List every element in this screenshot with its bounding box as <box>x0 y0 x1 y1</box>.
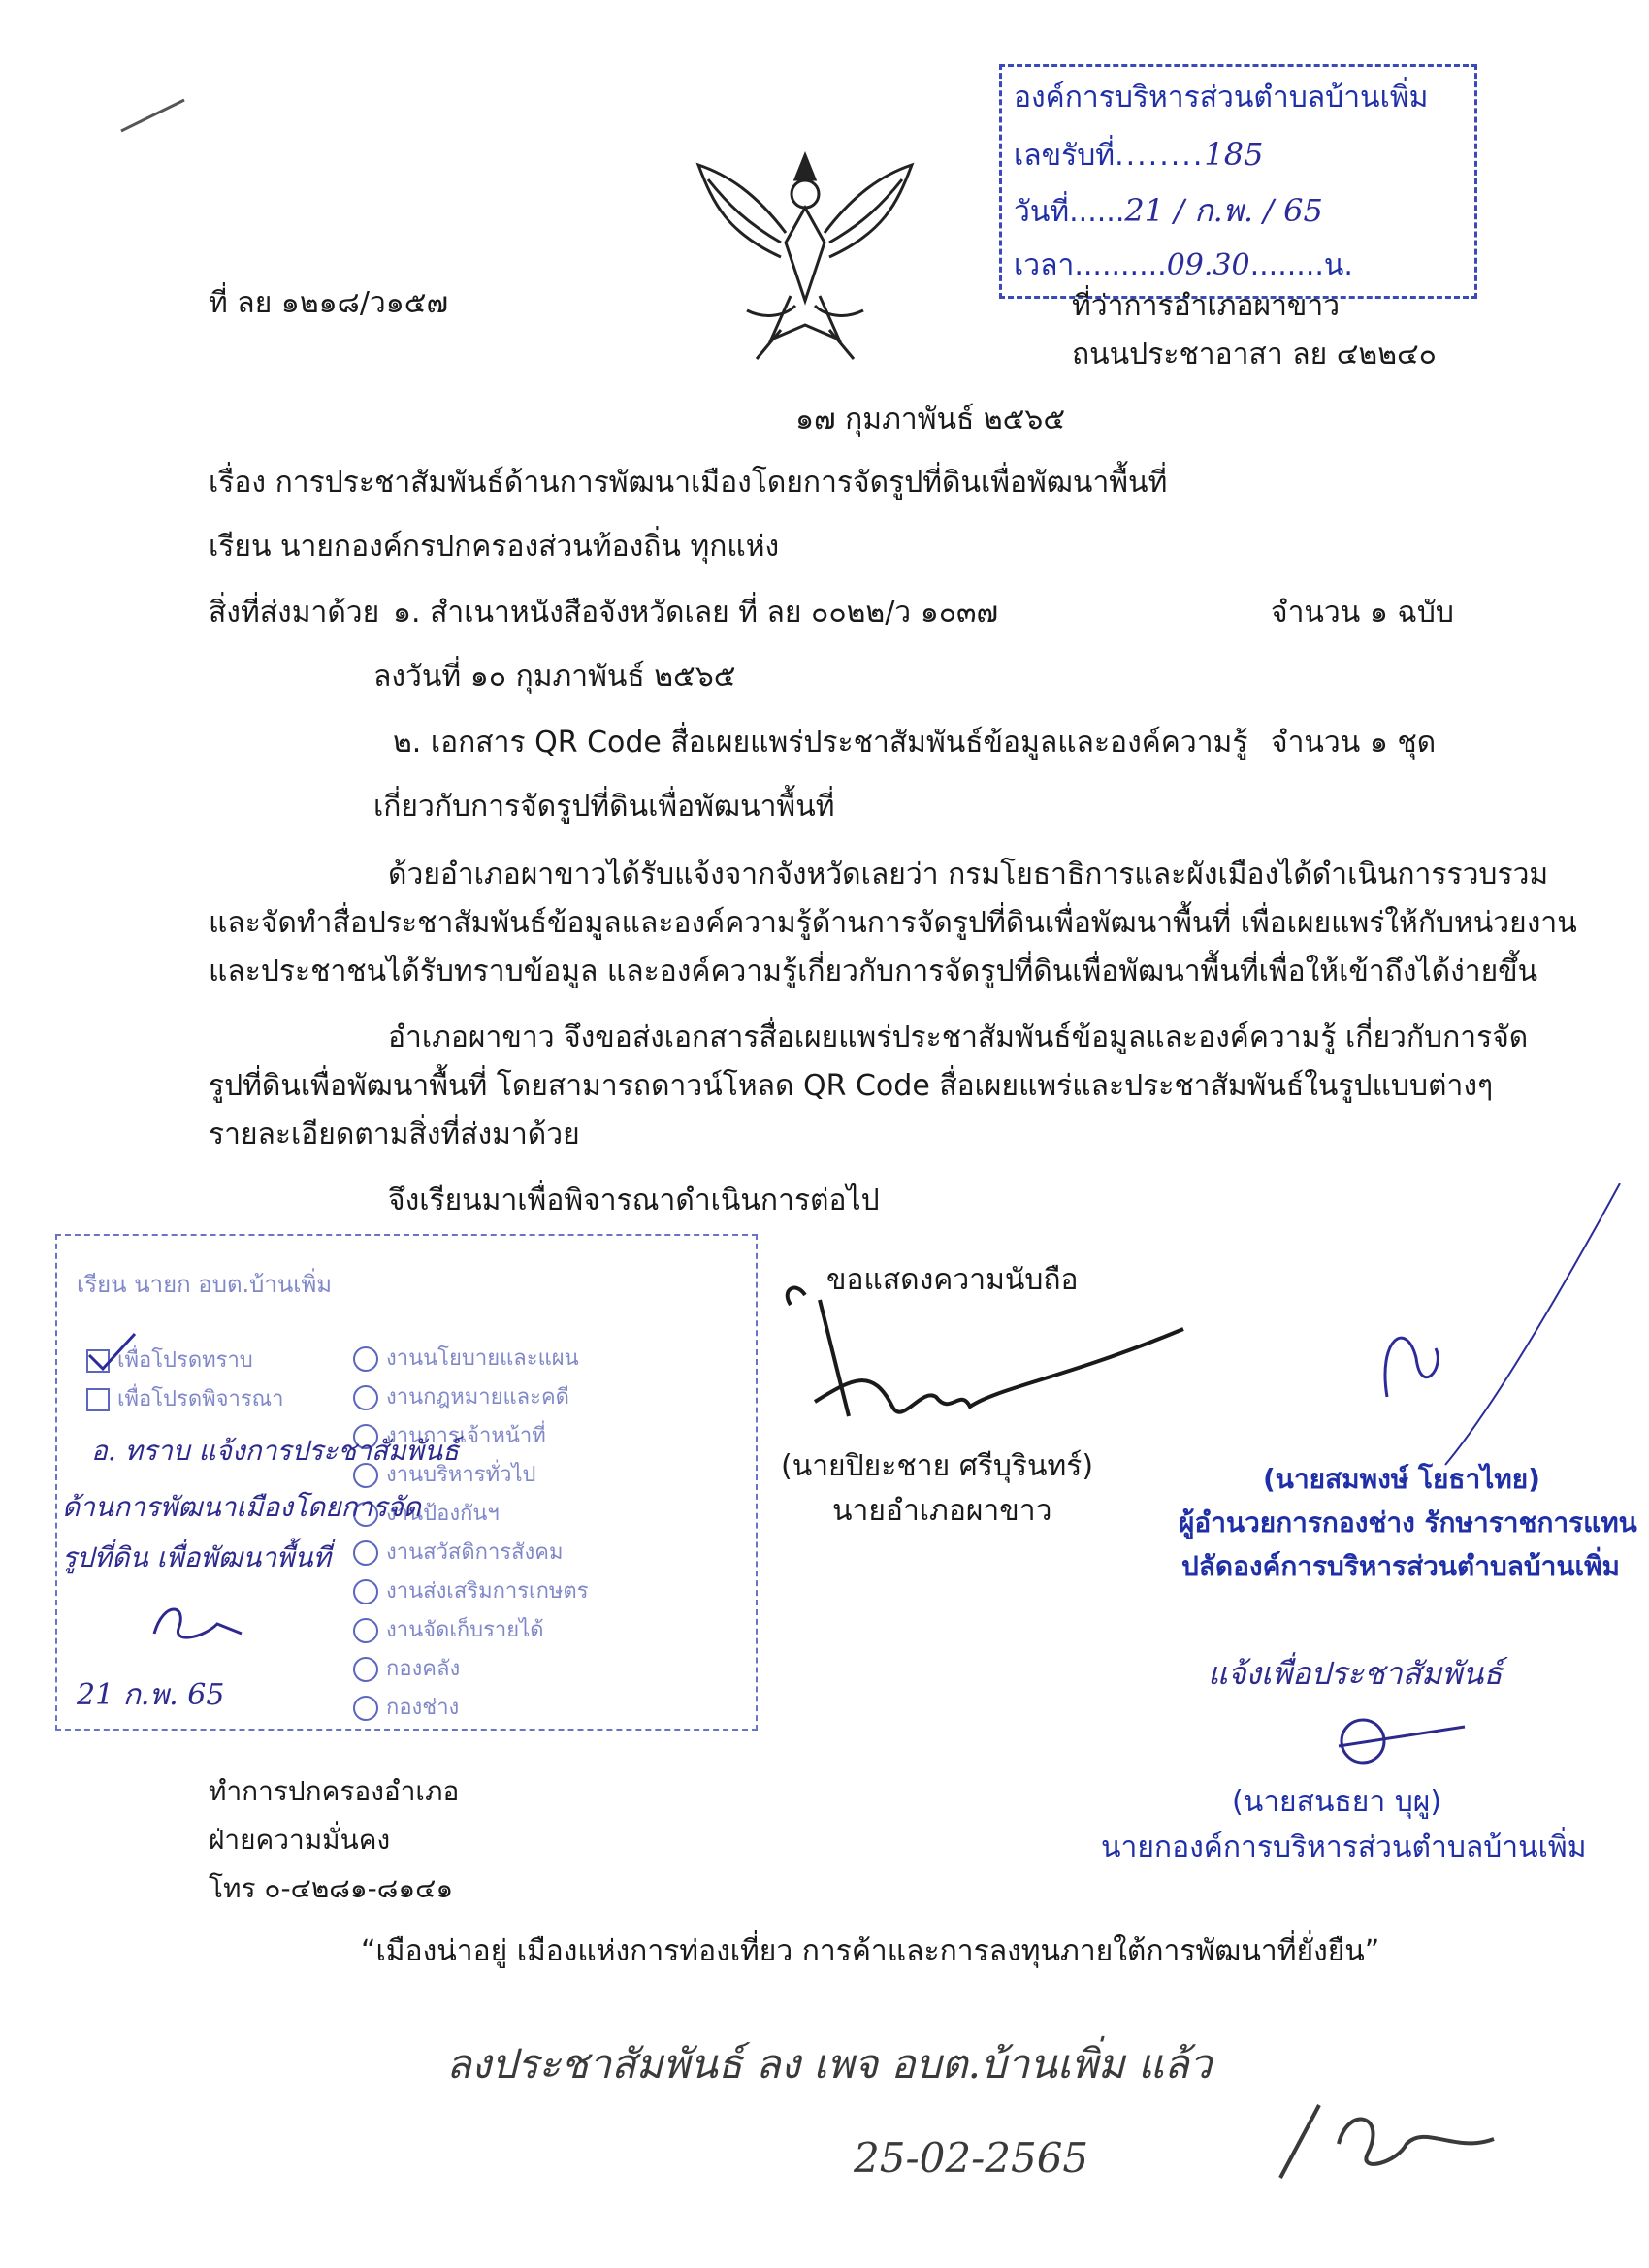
paragraph-1-line-1: ด้วยอำเภอผาขาวได้รับแจ้งจากจังหวัดเลยว่า กรมโยธาธิการและผังเมืองได้ดำเนินการรวบรวม <box>388 858 1549 891</box>
regards: ขอแสดงความนับถือ <box>826 1263 1079 1297</box>
check-mark <box>81 1328 140 1377</box>
office-address-1: ที่ว่าการอำเภอผาขาว <box>1072 289 1341 323</box>
closing-line: จึงเรียนมาเพื่อพิจารณาดำเนินการต่อไป <box>388 1183 880 1217</box>
recipient: เรียน นายกองค์กรปกครองส่วนท้องถิ่น ทุกแห่ง <box>209 530 780 564</box>
bottom-signature <box>1261 2086 1513 2192</box>
receipt-number-label: เลขรับที่ <box>1014 139 1116 173</box>
enclosure-2-line1: ๒. เอกสาร QR Code สื่อเผยแพร่ประชาสัมพันธ์ข้อมูลและองค์ความรู้ <box>393 726 1248 760</box>
routing-dept-10: กองช่าง <box>353 1690 459 1724</box>
routing-dept-6: งานสวัสดิการสังคม <box>353 1535 564 1569</box>
receipt-time: 09.30 <box>1166 248 1250 282</box>
routing-dept-7: งานส่งเสริมการเกษตร <box>353 1573 589 1607</box>
footer-unit-2: ฝ่ายความมั่นคง <box>209 1824 391 1856</box>
routing-note-2: ด้านการพัฒนาเมืองโดยการจัด <box>62 1491 421 1523</box>
subject: เรื่อง การประชาสัมพันธ์ด้านการพัฒนาเมืองโดยการจัดรูปที่ดินเพื่อพัฒนาพื้นที่ <box>209 466 1168 500</box>
receipt-stamp <box>999 64 1477 299</box>
pen-stroke <box>1329 1174 1639 1494</box>
slogan: “เมืองน่าอยู่ เมืองแห่งการท่องเที่ยว การค้าและการลงทุนภายใต้การพัฒนาที่ยั่งยืน” <box>361 1934 1380 1968</box>
document-date: ๑๗ กุมภาพันธ์ ๒๕๖๕ <box>795 403 1066 437</box>
receipt-time-label: เวลา <box>1014 248 1075 282</box>
engineer-title-2: ปลัดองค์การบริหารส่วนตำบลบ้านเพิ่ม <box>1181 1550 1620 1582</box>
routing-header: เรียน นายก อบต.บ้านเพิ่ม <box>77 1271 333 1298</box>
receipt-number: 185 <box>1204 136 1264 173</box>
mayor-handwritten-note: แจ้งเพื่อประชาสัมพันธ์ <box>1208 1655 1503 1692</box>
routing-dept-9: กองคลัง <box>353 1651 460 1685</box>
routing-initials <box>145 1595 251 1653</box>
paragraph-2-line-2: รูปที่ดินเพื่อพัฒนาพื้นที่ โดยสามารถดาวน์โหลด QR Code สื่อเผยแพร่และประชาสัมพันธ์ในรูปแบบต่างๆ <box>209 1069 1494 1103</box>
routing-dept-2: งานกฎหมายและคดี <box>353 1379 569 1413</box>
pen-mark <box>116 92 194 141</box>
routing-dept-5: งานป้องกันฯ <box>353 1496 500 1530</box>
enclosure-2-qty: จำนวน ๑ ชุด <box>1271 726 1437 760</box>
engineer-title-1: ผู้อำนวยการกองช่าง รักษาราชการแทน <box>1179 1507 1637 1539</box>
garuda-emblem <box>689 136 922 369</box>
receipt-time-unit: น. <box>1323 248 1353 282</box>
routing-option-acknowledge: เพื่อโปรดทราบ <box>86 1343 253 1377</box>
paragraph-2-line-3: รายละเอียดตามสิ่งที่ส่งมาด้วย <box>209 1118 580 1151</box>
district-chief-name: (นายปิยะชาย ศรีบุรินทร์) <box>781 1449 1094 1483</box>
engineer-name: (นายสมพงษ์ โยธาไทย) <box>1263 1463 1540 1495</box>
mayor-name: (นายสนธยา บุผู) <box>1232 1785 1442 1819</box>
district-chief-signature <box>776 1271 1203 1436</box>
district-chief-title: นายอำเภอผาขาว <box>832 1494 1052 1528</box>
paragraph-2-line-1: อำเภอผาขาว จึงขอส่งเอกสารสื่อเผยแพร่ประชาสัมพันธ์ข้อมูลและองค์ความรู้ เกี่ยวกับการจัด <box>388 1021 1529 1054</box>
enclosure-1-qty: จำนวน ๑ ฉบับ <box>1271 596 1454 630</box>
enclosure-1-line2: ลงวันที่ ๑๐ กุมภาพันธ์ ๒๕๖๕ <box>373 660 736 694</box>
routing-dept-8: งานจัดเก็บรายได้ <box>353 1612 544 1646</box>
document-ref: ที่ ลย ๑๒๑๘/ว๑๕๗ <box>209 286 449 320</box>
paragraph-1-line-2: และจัดทำสื่อประชาสัมพันธ์ข้อมูลและองค์ความรู้ด้านการจัดรูปที่ดินเพื่อพัฒนาพื้นที่ เพื่อเผยแพร่ให้กับหน่วยงาน <box>209 906 1577 940</box>
mayor-title: นายกองค์การบริหารส่วนตำบลบ้านเพิ่ม <box>1101 1831 1587 1864</box>
routing-option-consider: เพื่อโปรดพิจารณา <box>86 1381 283 1415</box>
footer-phone: โทร ๐-๔๒๘๑-๘๑๔๑ <box>209 1872 454 1904</box>
bottom-handwritten-line-2: 25-02-2565 <box>854 2134 1089 2182</box>
paragraph-1-line-3: และประชาชนได้รับทราบข้อมูล และองค์ความรู้เกี่ยวกับการจัดรูปที่ดินเพื่อพัฒนาพื้นที่เพื่อให้เข้าถึงได้ง่ายขึ้น <box>209 955 1538 988</box>
routing-note-3: รูปที่ดิน เพื่อพัฒนาพื้นที่ <box>62 1541 332 1573</box>
routing-dept-3: งานการเจ้าหน้าที่ <box>353 1418 546 1452</box>
bottom-handwritten-line-1: ลงประชาสัมพันธ์ ลง เพจ อบต.บ้านเพิ่ม แล้ว <box>446 2040 1212 2088</box>
routing-dept-4: งานบริหารทั่วไป <box>353 1457 535 1491</box>
enclosure-2-line2: เกี่ยวกับการจัดรูปที่ดินเพื่อพัฒนาพื้นที่ <box>373 790 835 824</box>
receipt-date-label: วันที่ <box>1014 195 1070 229</box>
receipt-date-row: วันที่......21 / ก.พ. / 65 <box>1014 192 1323 229</box>
receipt-date: 21 / ก.พ. / 65 <box>1124 192 1323 229</box>
enclosure-label: สิ่งที่ส่งมาด้วย <box>209 596 380 630</box>
office-address-2: ถนนประชาอาสา ลย ๔๒๒๔๐ <box>1072 338 1437 372</box>
enclosure-1-line1: ๑. สำเนาหนังสือจังหวัดเลย ที่ ลย ๐๐๒๒/ว ๑๐๓๗ <box>393 596 999 630</box>
receipt-org: องค์การบริหารส่วนตำบลบ้านเพิ่ม <box>1014 81 1429 114</box>
routing-note-date: 21 ก.พ. 65 <box>77 1678 225 1712</box>
receipt-time-row: เวลา..........09.30........น. <box>1014 248 1353 282</box>
routing-dept-1: งานนโยบายและแผน <box>353 1341 579 1375</box>
routing-stamp <box>55 1234 758 1731</box>
routing-note-1: อ. ทราบ แจ้งการประชาสัมพันธ์ <box>91 1435 460 1467</box>
footer-unit-1: ทำการปกครองอำเภอ <box>209 1775 460 1807</box>
receipt-number-row: เลขรับที่........185 <box>1014 136 1264 173</box>
mayor-signature <box>1319 1707 1474 1775</box>
